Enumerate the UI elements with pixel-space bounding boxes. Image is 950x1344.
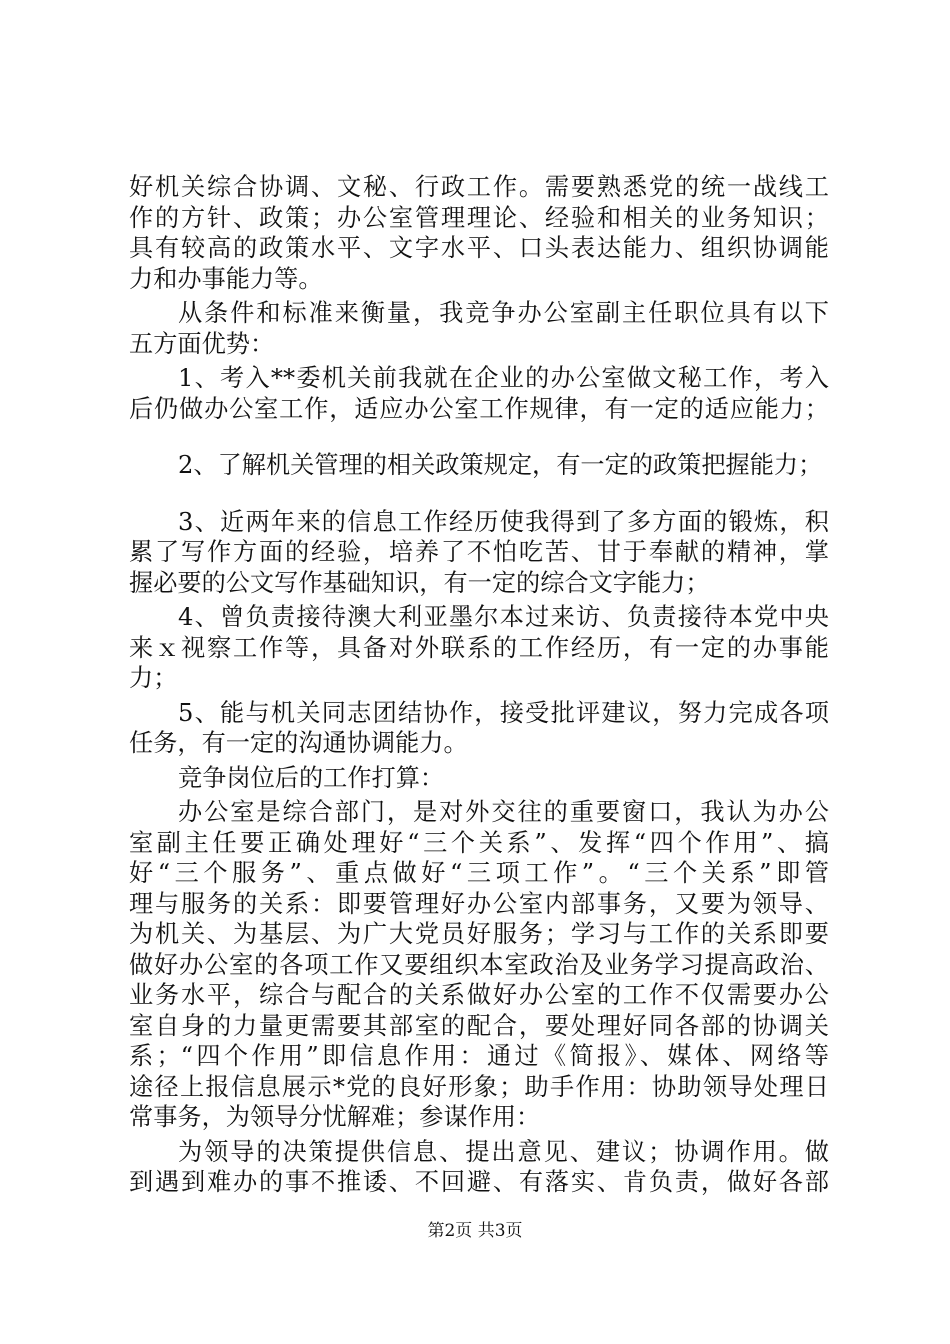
text-line: 5、能与机关同志团结协作，接受批评建议，努力完成各项 bbox=[178, 698, 829, 727]
text-line: 为领导的决策提供信息、提出意见、建议；协调作用。做 bbox=[178, 1137, 829, 1166]
text-line: 力； bbox=[129, 664, 178, 692]
text-line: 来ｘ视察工作等，具备对外联系的工作经历，有一定的办事能 bbox=[129, 633, 829, 662]
text-line: 常事务，为领导分忧解难；参谋作用： bbox=[129, 1103, 541, 1131]
text-line: 为机关、为基层、为广大党员好服务；学习与工作的关系即要 bbox=[129, 920, 829, 948]
text-line: 好机关综合协调、文秘、行政工作。需要熟悉党的统一战线工 bbox=[129, 173, 829, 201]
text-line: 累了写作方面的经验，培养了不怕吃苦、甘于奉献的精神，掌 bbox=[129, 538, 829, 566]
text-line: 五方面优势： bbox=[129, 329, 275, 358]
text-line: 办公室是综合部门，是对外交往的重要窗口，我认为办公 bbox=[178, 798, 829, 826]
page-number-label: 第2页 共3页 bbox=[427, 1221, 523, 1241]
text-line: 作的方针、政策；办公室管理理论、经验和相关的业务知识； bbox=[129, 203, 829, 232]
text-line: 室自身的力量更需要其部室的配合，要处理好同各部的协调关 bbox=[129, 1011, 829, 1040]
text-line: 室副主任要正确处理好“三个关系”、发挥“四个作用”、搞 bbox=[129, 828, 829, 857]
document-body bbox=[129, 172, 829, 1198]
text-line: 4、曾负责接待澳大利亚墨尔本过来访、负责接待本党中央 bbox=[178, 603, 829, 631]
page-footer bbox=[0, 1216, 950, 1241]
text-line: 好“三个服务”、重点做好“三项工作”。“三个关系”即管 bbox=[129, 859, 829, 887]
text-line: 3、近两年来的信息工作经历使我得到了多方面的锻炼，积 bbox=[178, 507, 829, 536]
text-line: 具有较高的政策水平、文字水平、口头表达能力、组织协调能 bbox=[129, 234, 829, 262]
text-line: 从条件和标准来衡量，我竞争办公室副主任职位具有以下 bbox=[178, 299, 829, 327]
text-line: 握必要的公文写作基础知识，有一定的综合文字能力； bbox=[129, 568, 710, 597]
text-line: 做好办公室的各项工作又要组织本室政治及业务学习提高政治、 bbox=[129, 950, 829, 979]
text-line: 后仍做办公室工作，适应办公室工作规律，有一定的适应能力； bbox=[129, 394, 829, 423]
text-line: 任务，有一定的沟通协调能力。 bbox=[129, 729, 468, 757]
text-line: 系；“四个作用”即信息作用：通过《简报》、媒体、网络等 bbox=[129, 1042, 829, 1070]
text-line: 2、了解机关管理的相关政策规定，有一定的政策把握能力； bbox=[178, 451, 823, 479]
text-line: 到遇到难办的事不推诿、不回避、有落实、肯负责，做好各部 bbox=[129, 1168, 829, 1196]
text-line: 竞争岗位后的工作打算： bbox=[178, 763, 445, 792]
text-line: 途径上报信息展示*党的良好形象；助手作用：协助领导处理日 bbox=[129, 1072, 829, 1101]
text-line: 理与服务的关系：即要管理好办公室内部事务，又要为领导、 bbox=[129, 889, 829, 918]
text-line: 业务水平，综合与配合的关系做好办公室的工作不仅需要办公 bbox=[129, 981, 829, 1009]
text-line: 力和办事能力等。 bbox=[129, 264, 323, 293]
text-line: 1、考入**委机关前我就在企业的办公室做文秘工作，考入 bbox=[178, 364, 829, 392]
